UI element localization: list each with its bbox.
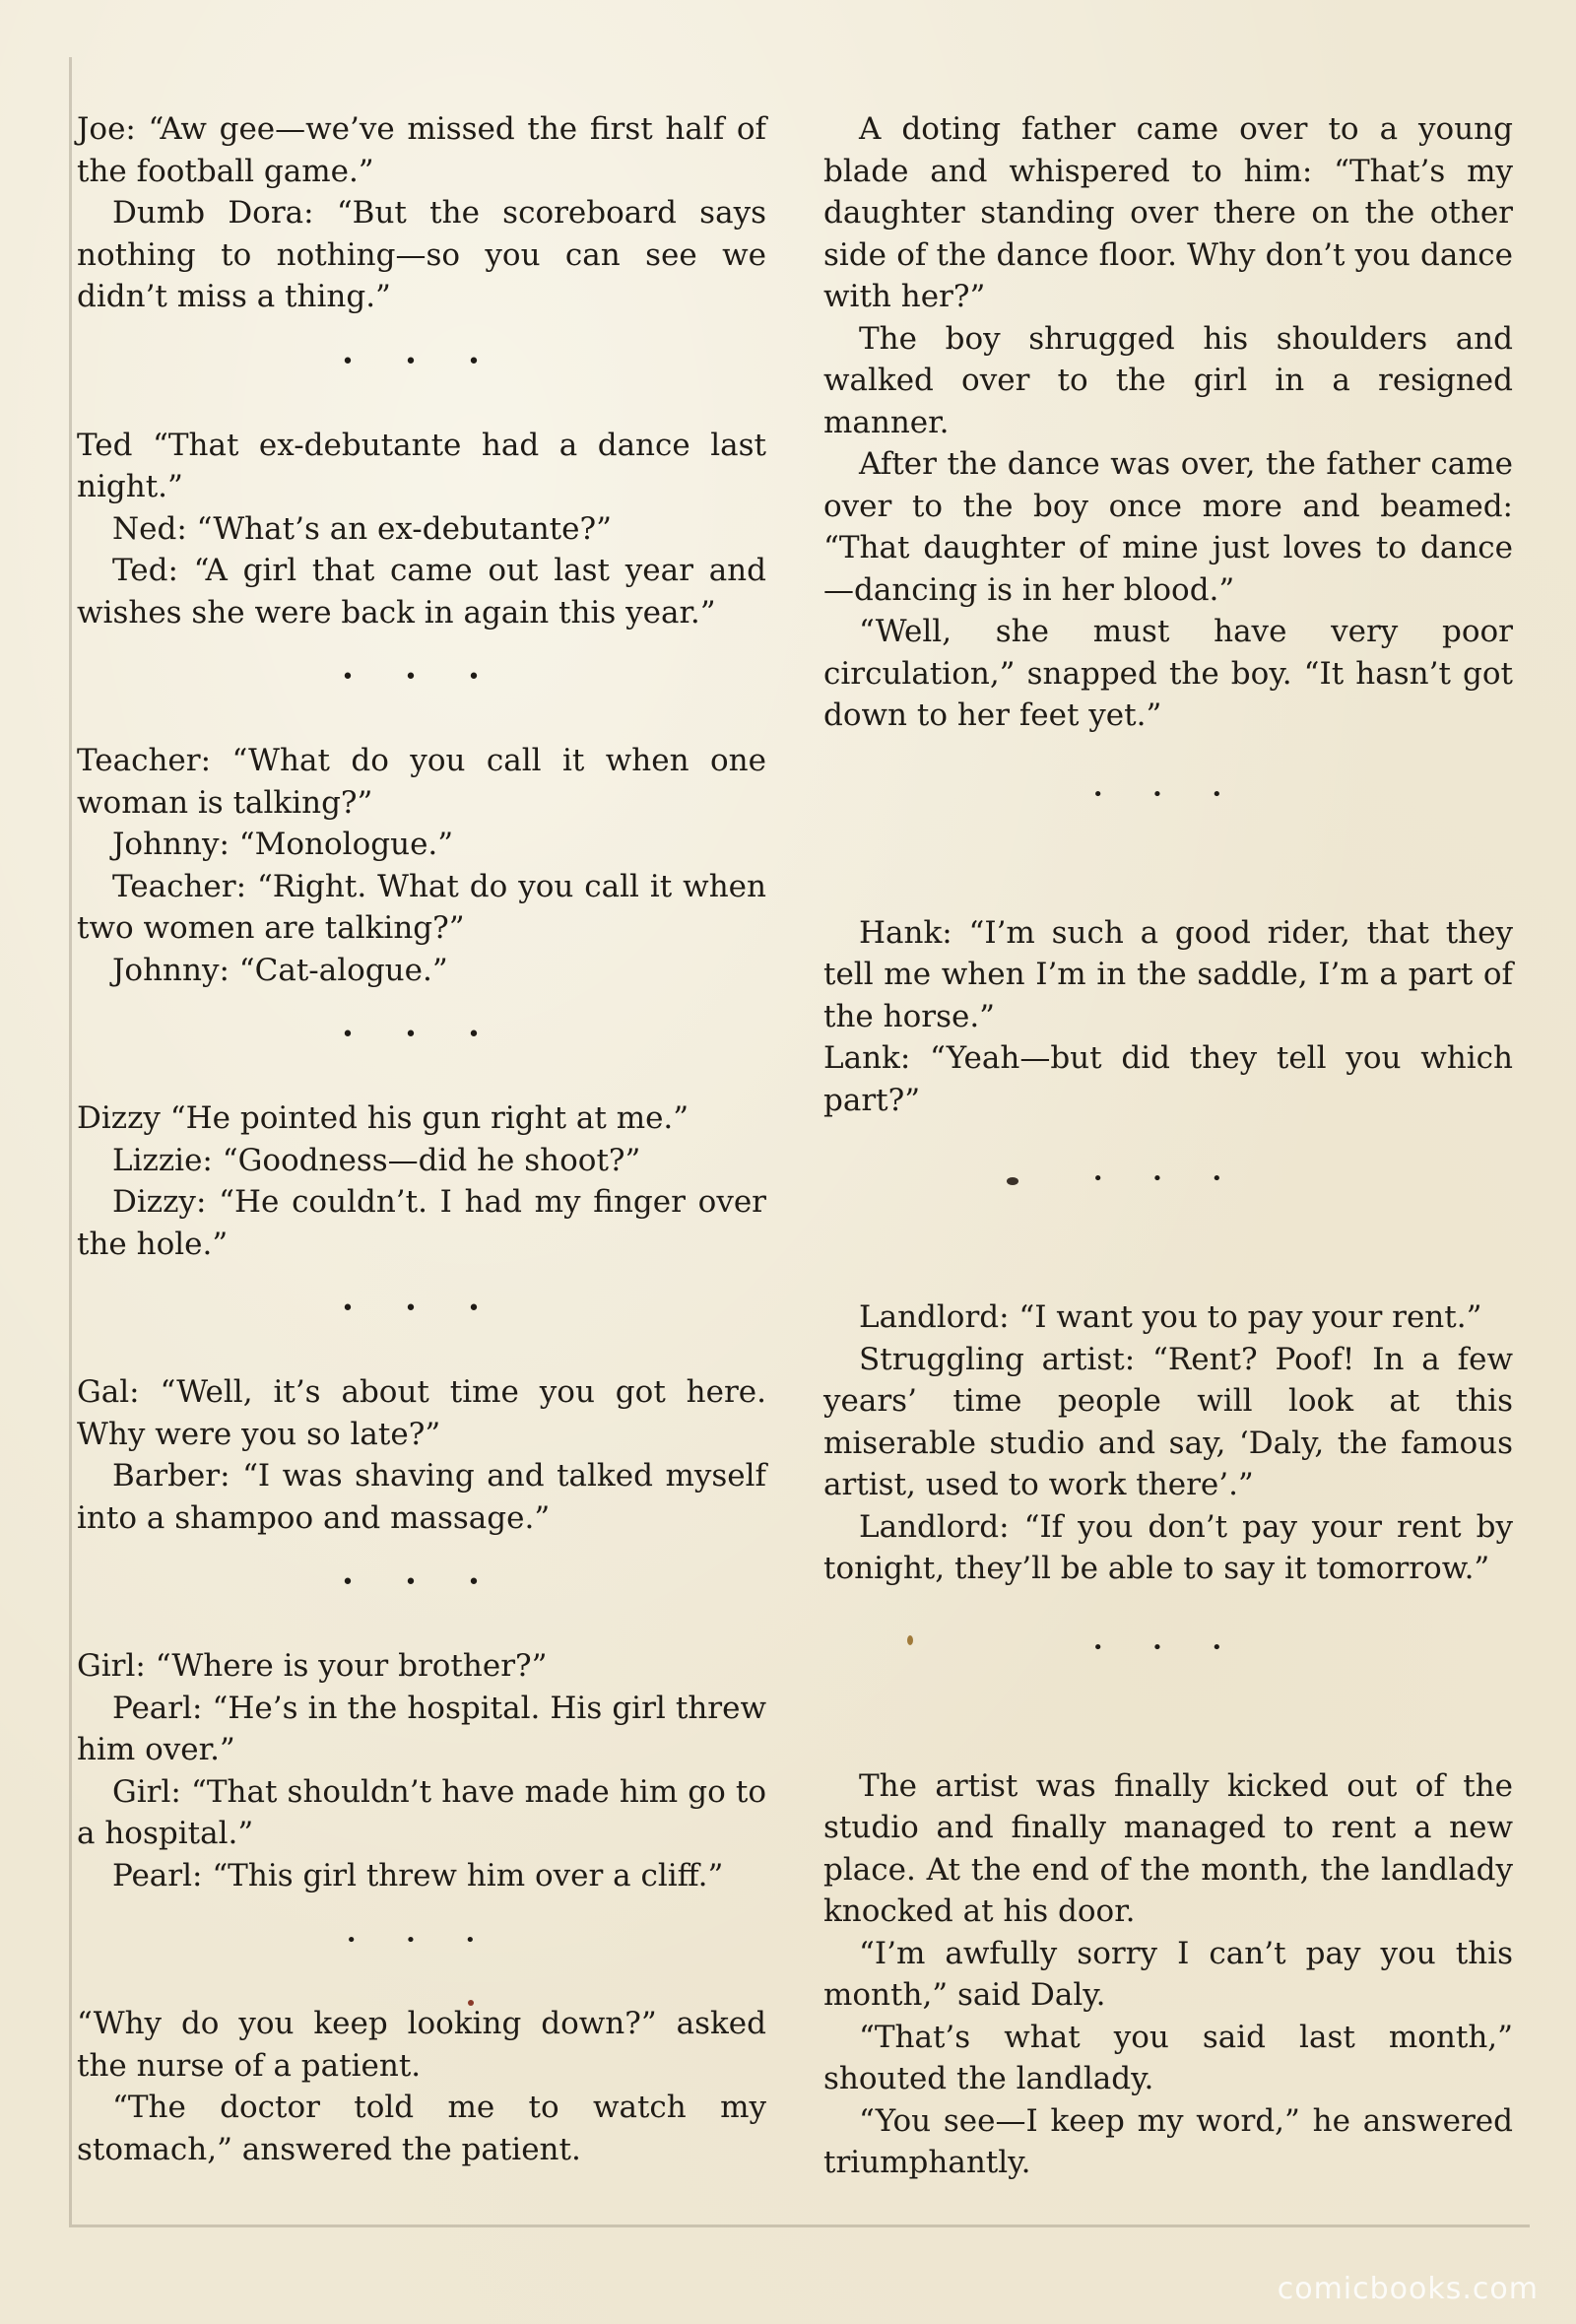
separator-dots: • • • <box>341 1023 502 1047</box>
joke-line: Gal: “Well, it’s about time you got here. Why were you so late?” <box>77 1374 766 1452</box>
joke-barber <box>77 1371 766 1539</box>
joke-line: The boy shrugged his shoulders and walked over to the girl in a resigned manner. <box>823 320 1513 440</box>
separator-dots: • • • <box>341 349 502 374</box>
joke-line: Dumb Dora: “But the scoreboard says nothing to nothing—so you can see we didn’t miss a thing.” <box>77 195 766 314</box>
joke-line: “I’m awfully sorry I can’t pay you this month,” said Daly. <box>823 1935 1513 2013</box>
separator-dots: • • • <box>341 1570 502 1595</box>
separator-dots: • • • <box>341 1296 502 1321</box>
joke-line: Ned: “What’s an ex-debutante?” <box>112 510 612 547</box>
joke-line: Ted: “A girl that came out last year and wishes she were back in again this year.” <box>77 553 766 631</box>
joke-line: “That’s what you said last month,” shouted the landlady. <box>823 2019 1513 2096</box>
right-column <box>823 108 1513 2184</box>
separator-dots: • • • <box>1092 783 1244 805</box>
joke-line: “Why do you keep looking down?” asked the nurse of a patient. <box>77 2006 766 2084</box>
joke-line: Dizzy: “He couldn’t. I had my finger over the hole.” <box>77 1184 766 1262</box>
joke-line: Johnny: “Cat-alogue.” <box>112 952 448 988</box>
paper-speck <box>468 2000 474 2006</box>
joke-line: Lizzie: “Goodness—did he shoot?” <box>112 1142 641 1178</box>
joke-debutante <box>77 425 766 634</box>
separator-dots: • • • <box>341 665 502 690</box>
joke-line: Girl: “Where is your brother?” <box>77 1648 548 1684</box>
joke-line: Landlord: “I want you to pay your rent.” <box>859 1299 1482 1335</box>
joke-line: After the dance was over, the father came over to the boy once more and beamed: “That daughter of mine just loves to dance—dancing is in her blood.” <box>823 446 1513 608</box>
separator-dots: • • • <box>1092 1168 1244 1189</box>
joke-line: The artist was finally kicked out of the studio and finally managed to rent a new place. At the end of the month, the landlady knocked at his door. <box>823 1767 1513 1929</box>
joke-line: Dizzy “He pointed his gun right at me.” <box>77 1100 690 1136</box>
joke-rent <box>823 1296 1513 1590</box>
paper-speck <box>1007 1177 1018 1185</box>
joke-line: “You see—I keep my word,” he answered triumphantly. <box>823 2102 1513 2180</box>
separator-dots: • • • <box>1092 1636 1244 1658</box>
joke-line: Johnny: “Monologue.” <box>112 827 454 862</box>
joke-landlady <box>823 1765 1513 2184</box>
joke-line: Joe: “Aw gee—we’ve missed the first half of the football game.” <box>77 111 766 189</box>
joke-line: Struggling artist: “Rent? Poof! In a few years’ time people will look at this miserable studio and say, ‘Daly, the famous artist, used to work there’.” <box>823 1341 1513 1502</box>
joke-line: “Well, she must have very poor circulation,” snapped the boy. “It hasn’t got down to her feet yet.” <box>823 614 1513 733</box>
joke-football <box>77 108 766 318</box>
joke-line: A doting father came over to a young blade and whispered to him: “That’s my daughter standing over there on the other side of the dance floor. Why don’t you dance with her?” <box>823 111 1513 314</box>
joke-horse <box>823 912 1513 1122</box>
joke-line: Pearl: “He’s in the hospital. His girl threw him over.” <box>77 1690 766 1767</box>
paper-speck <box>907 1635 913 1645</box>
joke-hospital <box>77 1645 766 1896</box>
joke-line: Ted “That ex-debutante had a dance last night.” <box>77 427 766 504</box>
joke-line: “The doctor told me to watch my stomach,” answered the patient. <box>77 2090 766 2167</box>
joke-line: Hank: “I’m such a good rider, that they tell me when I’m in the saddle, I’m a part of the horse.” <box>823 914 1513 1034</box>
joke-line: Barber: “I was shaving and talked myself into a shampoo and massage.” <box>77 1458 766 1536</box>
joke-monologue <box>77 740 766 991</box>
watermark: comicbooks.com <box>1277 2272 1539 2306</box>
joke-line: Teacher: “What do you call it when one woman is talking?” <box>77 743 766 821</box>
separator-dots: • • • <box>346 1930 497 1951</box>
joke-line: Pearl: “This girl threw him over a cliff.” <box>112 1857 724 1893</box>
joke-stomach <box>77 2003 766 2170</box>
joke-line: Lank: “Yeah—but did they tell you which part?” <box>823 1040 1513 1118</box>
joke-line: Girl: “That shouldn’t have made him go to a hospital.” <box>77 1773 766 1851</box>
left-column <box>77 108 766 2170</box>
joke-gun <box>77 1097 766 1265</box>
joke-line: Teacher: “Right. What do you call it when two women are talking?” <box>77 868 766 946</box>
joke-dance <box>823 108 1513 737</box>
joke-line: Landlord: “If you don’t pay your rent by tonight, they’ll be able to say it tomorrow.” <box>823 1508 1513 1586</box>
